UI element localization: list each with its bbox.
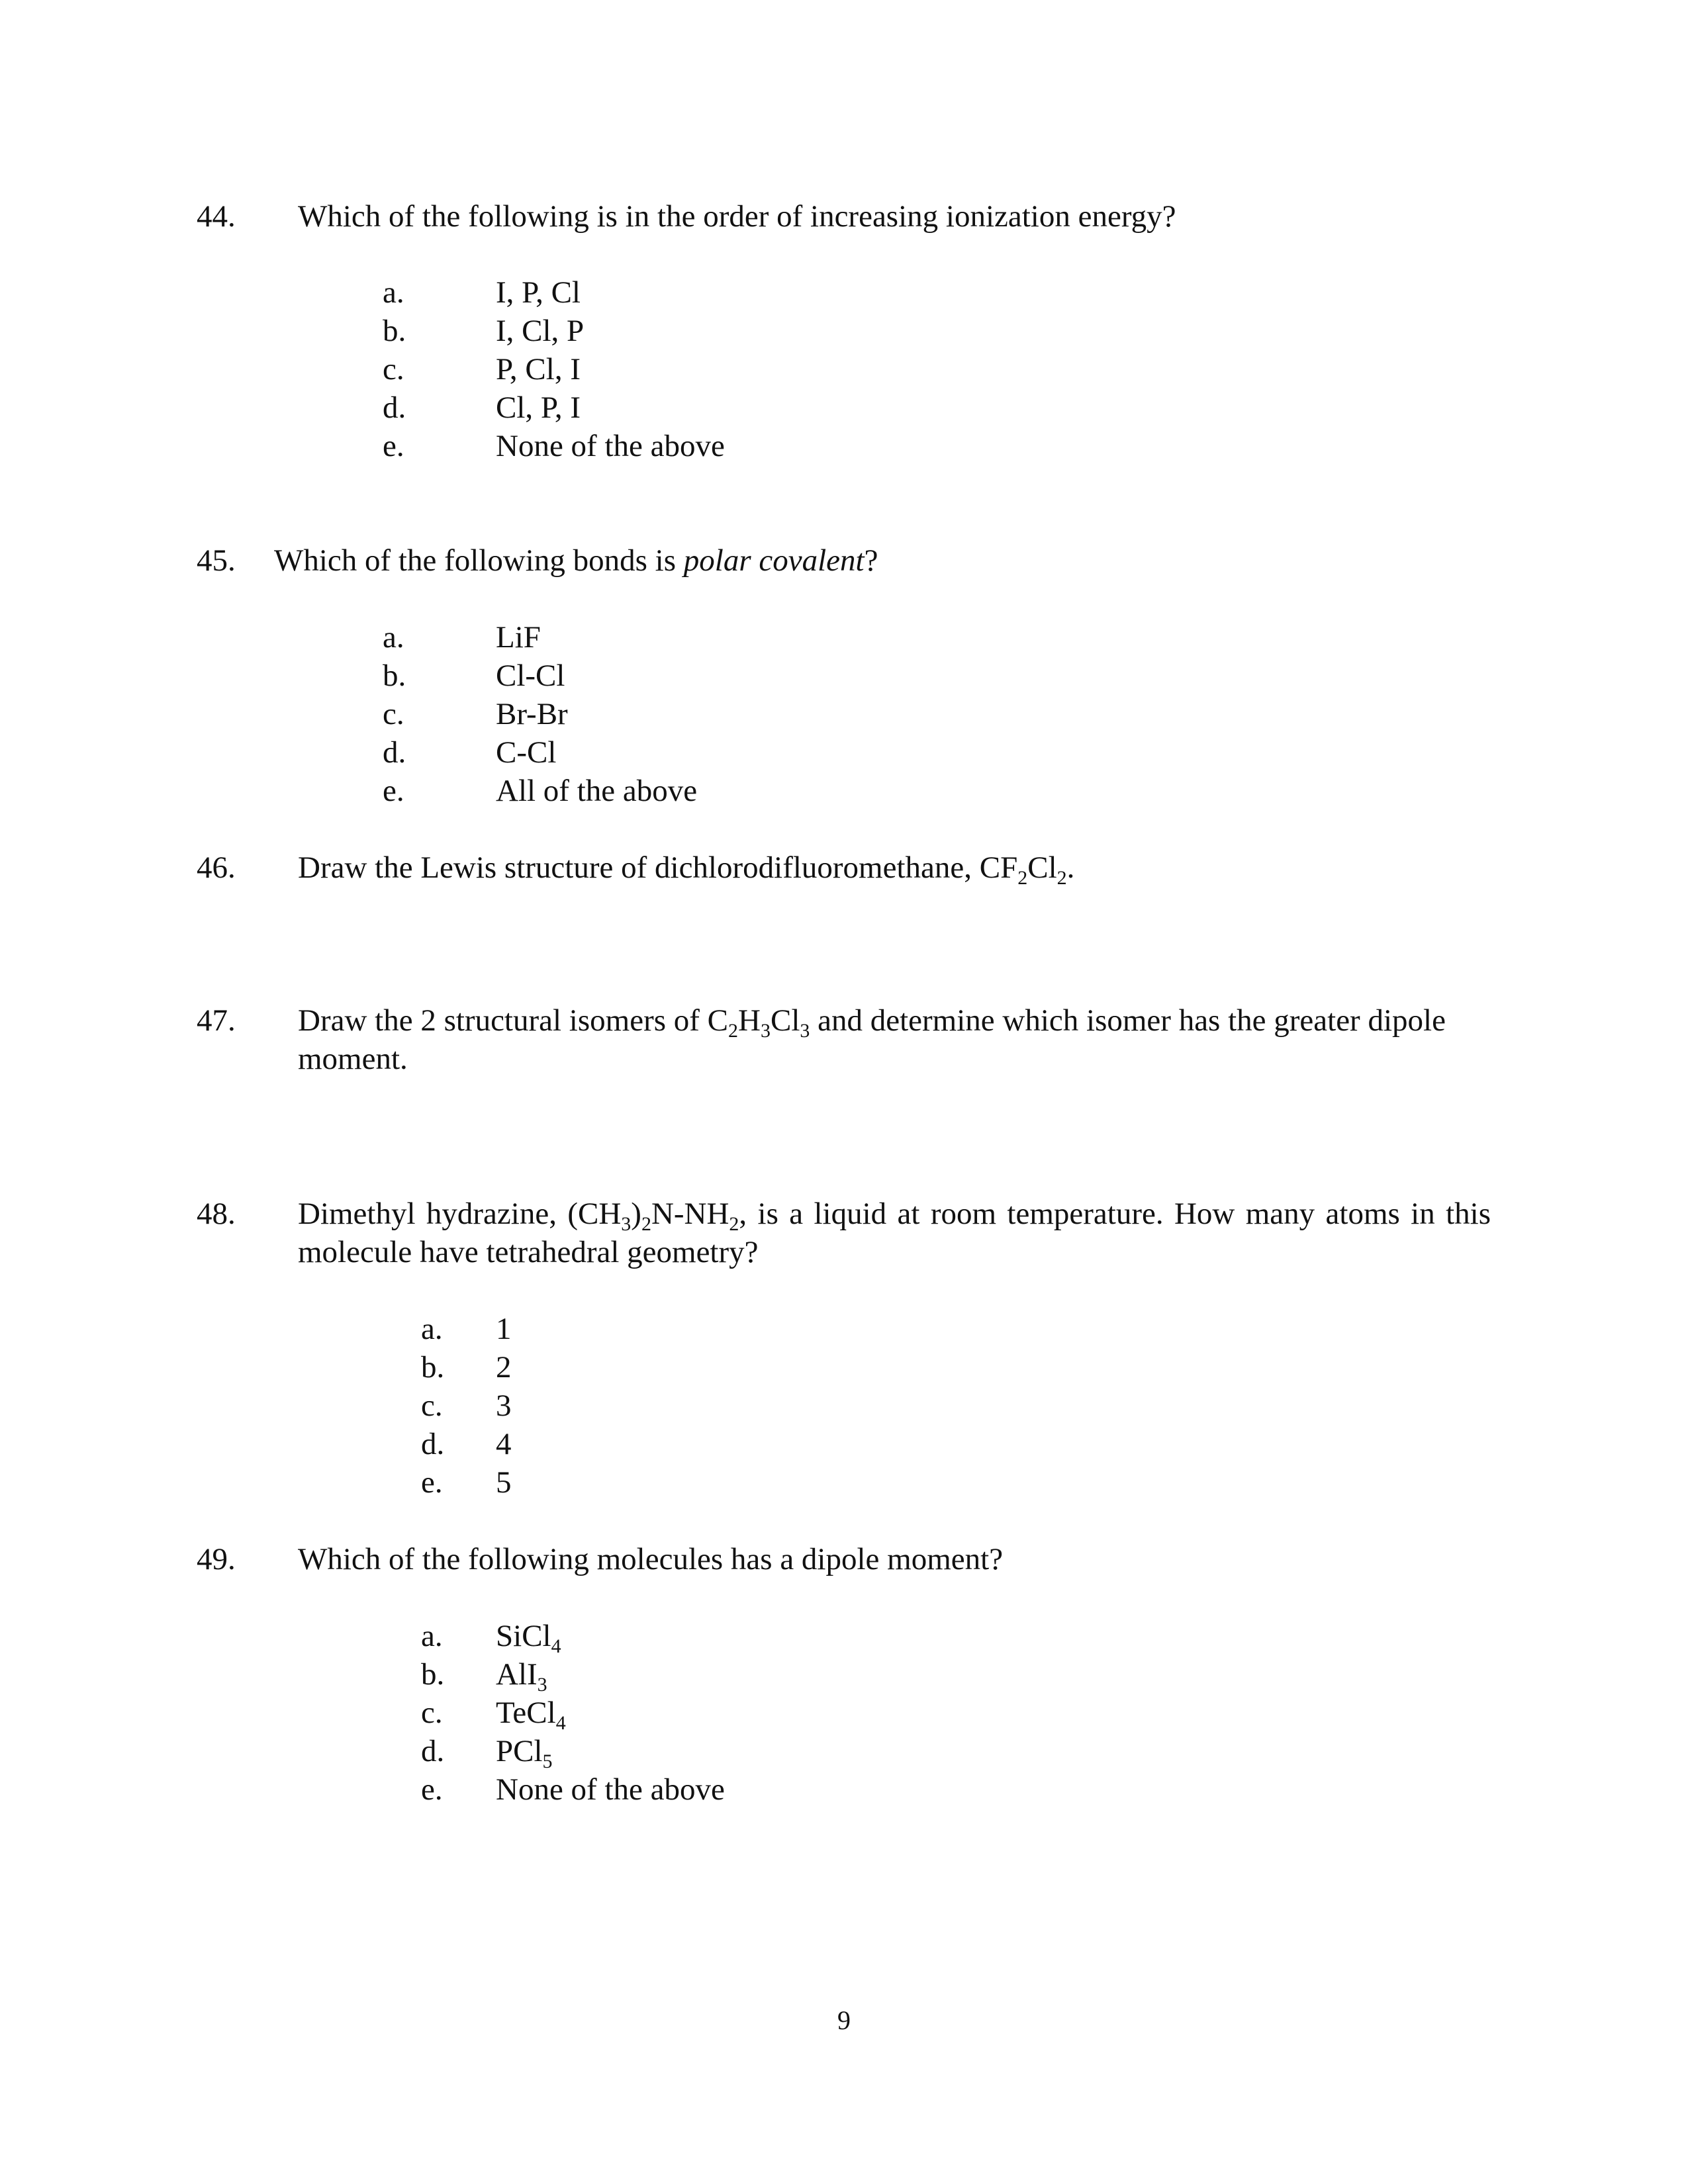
option-letter: c. (383, 352, 404, 387)
option-letter: d. (421, 1427, 445, 1461)
option-letter: b. (421, 1657, 445, 1692)
option-letter: c. (383, 697, 404, 731)
option-letter: a. (383, 275, 404, 310)
option-text: C-Cl (496, 735, 557, 770)
option-letter: c. (421, 1696, 443, 1730)
question-text: Dimethyl hydrazine, $(CH_3)_2N-NH_2$, is a liquid at room temperature. How many atoms in this molecule have tetrahedral geometry? (298, 1197, 1491, 1269)
option-letter: b. (383, 659, 406, 693)
question-number: 47. (197, 1003, 236, 1038)
option-text: I, Cl, P (496, 314, 585, 348)
option-text: 2 (496, 1350, 512, 1385)
option-text: 1 (496, 1312, 512, 1346)
page-number: 9 (837, 2005, 851, 2035)
option-text: TeCl$_4$ (496, 1696, 566, 1734)
option-text: All of the above (496, 774, 698, 808)
option-letter: a. (421, 1312, 443, 1346)
option-text: Cl-Cl (496, 659, 565, 693)
option-letter: d. (383, 735, 406, 770)
question-number: 44. (197, 199, 236, 234)
option-text: None of the above (496, 1772, 725, 1807)
option-letter: e. (383, 774, 404, 808)
option-text: Br-Br (496, 697, 568, 731)
option-text: AlI$_3$ (496, 1657, 547, 1696)
option-letter: a. (421, 1619, 443, 1653)
option-text: None of the above (496, 429, 725, 463)
option-text: P, Cl, I (496, 352, 581, 387)
option-letter: a. (383, 620, 404, 655)
option-text: I, P, Cl (496, 275, 581, 310)
question-text: Which of the following molecules has a dipole moment? (298, 1542, 1004, 1576)
option-text: LiF (496, 620, 541, 655)
option-letter: c. (421, 1388, 443, 1423)
option-letter: b. (383, 314, 406, 348)
option-text: 5 (496, 1465, 512, 1500)
question-text: Draw the Lewis structure of dichlorodifluoromethane, $CF_2Cl_2$. (298, 850, 1075, 889)
option-letter: e. (421, 1772, 443, 1807)
question-number: 45. (197, 543, 236, 578)
option-letter: d. (421, 1734, 445, 1768)
question-number: 49. (197, 1542, 236, 1576)
option-letter: b. (421, 1350, 445, 1385)
question-text: Which of the following bonds is polar covalent? (274, 543, 878, 578)
option-text: 4 (496, 1427, 512, 1461)
option-text: 3 (496, 1388, 512, 1423)
emphasis-text: polar covalent (683, 543, 865, 578)
option-text: Cl, P, I (496, 390, 581, 425)
option-letter: e. (421, 1465, 443, 1500)
option-letter: e. (383, 429, 404, 463)
question-text: Which of the following is in the order of increasing ionization energy? (298, 199, 1176, 234)
question-number: 46. (197, 850, 236, 885)
option-letter: d. (383, 390, 406, 425)
question-number: 48. (197, 1197, 236, 1231)
question-text: Draw the 2 structural isomers of $C_2H_3Cl_3$ and determine which isomer has the greater dipole moment. (298, 1003, 1446, 1076)
option-text: PCl$_5$ (496, 1734, 553, 1772)
option-text: SiCl$_4$ (496, 1619, 561, 1657)
